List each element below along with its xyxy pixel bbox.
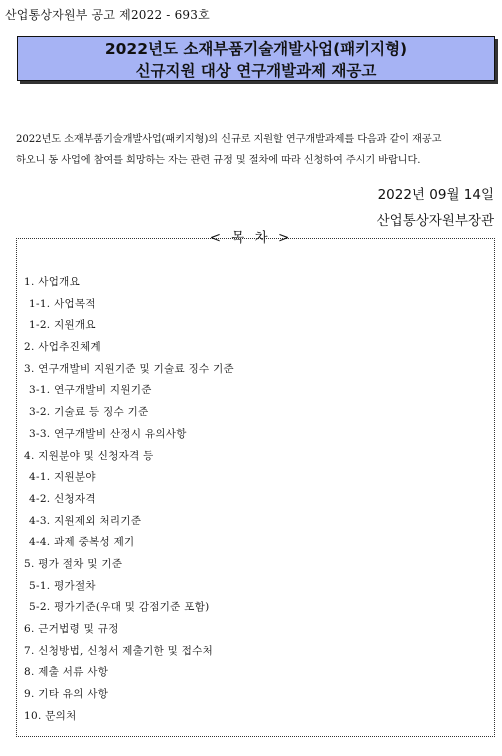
announcement-title-line-2: 신규지원 대상 연구개발과제 재공고 [135,62,377,80]
toc-item: 4-4. 과제 중복성 제기 [29,536,135,549]
toc-item: 1-2. 지원개요 [29,319,96,332]
toc-heading: < 목 차 > [209,230,293,246]
toc-item: 7. 신청방법, 신청서 제출기한 및 접수처 [24,644,214,657]
toc-item: 3-1. 연구개발비 지원기준 [29,384,152,397]
toc-item: 4-2. 신청자격 [29,492,96,505]
notice-number: 산업통상자원부 공고 제2022 - 693호 [5,8,210,22]
intro-line-1: 2022년도 소재부품기술개발사업(패키지형)의 신규로 지원할 연구개발과제를 다음과 같이 재공고 [16,134,442,145]
toc-item: 4-3. 지원제외 처리기준 [29,514,142,527]
toc-item: 4. 지원분야 및 신청자격 등 [24,449,154,462]
announcement-title-box [17,36,495,81]
toc-item: 3-2. 기술료 등 징수 기준 [29,406,149,419]
toc-item: 10. 문의처 [24,709,77,722]
toc-item: 3-3. 연구개발비 산정시 유의사항 [29,427,187,440]
toc-item: 5-1. 평가절차 [29,579,96,592]
toc-item: 8. 제출 서류 사항 [24,666,109,679]
intro-paragraph [16,129,500,171]
toc-item: 1-1. 사업목적 [29,297,96,310]
announcement-signer: 산업통상자원부장관 [376,213,494,229]
toc-item: 5-2. 평가기준(우대 및 감점기준 포함) [29,601,210,614]
toc-item: 1. 사업개요 [24,276,81,288]
toc-item: 5. 평가 절차 및 기준 [24,557,123,570]
toc-item: 3. 연구개발비 지원기준 및 기술료 징수 기준 [24,362,234,375]
toc-list [24,272,234,727]
toc-item: 4-1. 지원분야 [29,471,96,484]
toc-item: 6. 근거법령 및 규정 [24,623,119,635]
announcement-title-line-1: 2022년도 소재부품기술개발사업(패키지형) [104,40,408,58]
toc-item: 9. 기타 유의 사항 [24,688,109,701]
intro-line-2: 하오니 동 사업에 참여를 희망하는 자는 관련 규정 및 절차에 따라 신청하여 주시기 바랍니다. [16,155,421,166]
announcement-date: 2022년 09월 14일 [377,187,494,203]
toc-item: 2. 사업추진체계 [24,341,101,354]
